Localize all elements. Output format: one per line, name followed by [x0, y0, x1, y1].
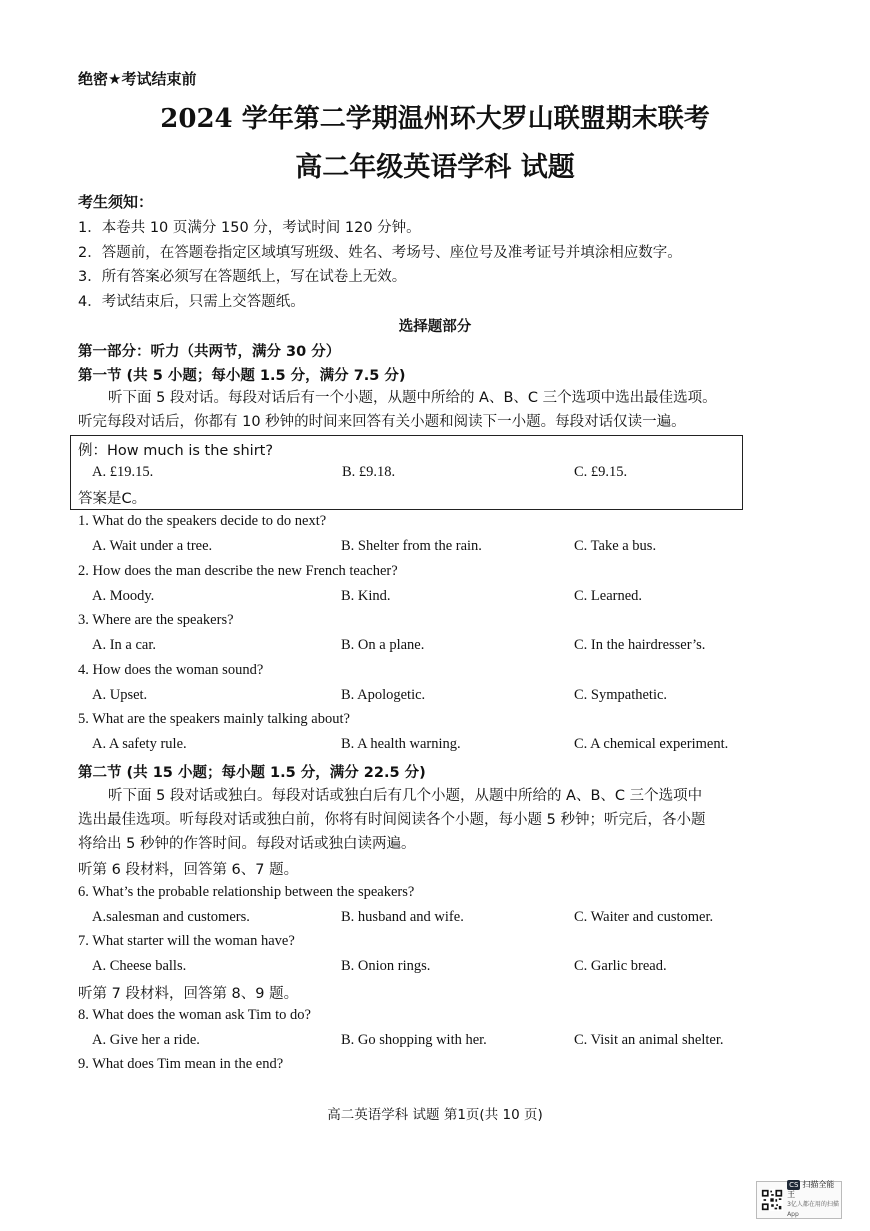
notice-heading: 考生须知：: [78, 193, 154, 211]
option-a: A.salesman and customers.: [92, 909, 250, 925]
scanner-name: 扫描全能王: [787, 1180, 835, 1199]
option-c: C. In the hairdresser’s.: [574, 637, 706, 653]
instruction-line: 听完每段对话后，你都有 10 秒钟的时间来回答有关小题和阅读下一小题。每段对话仅读一遍。: [78, 414, 686, 430]
question: 6. What’s the probable relationship between the speakers?: [78, 884, 415, 900]
option-b: B. Shelter from the rain.: [341, 538, 482, 554]
exam-title: 2024 学年第二学期温州环大罗山联盟期末联考: [160, 104, 710, 134]
section2-instructions: [78, 784, 798, 856]
option-c: C. Visit an animal shelter.: [574, 1032, 724, 1048]
option-a: A. A safety rule.: [92, 736, 187, 752]
option-a: A. Wait under a tree.: [92, 538, 213, 554]
section2-heading: 第二节 (共 15 小题；每小题 1.5 分，满分 22.5 分): [78, 765, 426, 781]
cs-logo: CS: [789, 1181, 799, 1189]
notice-item: 4．考试结束后，只需上交答题纸。: [78, 294, 305, 310]
instruction-line: 选出最佳选项。听每段对话或独白前，你将有时间阅读各个小题，每小题 5 秒钟；听完后，各小题: [78, 812, 706, 828]
section1-instructions: [78, 386, 798, 434]
option-a: A. Moody.: [92, 588, 155, 604]
option-b: B. Onion rings.: [341, 958, 431, 974]
page-footer: 高二英语学科 试题 第1页(共 10 页): [327, 1107, 543, 1123]
example-option-c: C. £9.15.: [574, 464, 628, 480]
question: 8. What does the woman ask Tim to do?: [78, 1007, 311, 1023]
scanner-tagline: 3亿人都在用的扫描App: [787, 1201, 839, 1218]
option-b: B. Kind.: [341, 588, 391, 604]
question: 2. How does the man describe the new French teacher?: [78, 563, 398, 579]
option-b: B. Apologetic.: [341, 687, 426, 703]
instruction-line: 将给出 5 秒钟的作答时间。每段对话或独白读两遍。: [78, 836, 416, 852]
option-a: A. Upset.: [92, 687, 148, 703]
option-c: C. Garlic bread.: [574, 958, 667, 974]
option-b: B. A health warning.: [341, 736, 461, 752]
material-label: 听第 6 段材料，回答第 6、7 题。: [78, 862, 299, 878]
instruction-line: 听下面 5 段对话或独白。每段对话或独白后有几个小题，从题中所给的 A、B、C 三个选项中: [108, 788, 703, 804]
question: 3. Where are the speakers?: [78, 612, 234, 628]
qr-code-icon: [761, 1187, 783, 1213]
notice-item: 1．本卷共 10 页满分 150 分，考试时间 120 分钟。: [78, 220, 421, 236]
option-a: A. Cheese balls.: [92, 958, 187, 974]
material-label: 听第 7 段材料，回答第 8、9 题。: [78, 986, 299, 1002]
confidential-label: 绝密★考试结束前: [78, 70, 197, 88]
option-c: C. Take a bus.: [574, 538, 657, 554]
part1-heading: 第一部分：听力（共两节，满分 30 分）: [78, 344, 341, 360]
option-c: C. Waiter and customer.: [574, 909, 714, 925]
example-question: 例：How much is the shirt?: [78, 443, 274, 459]
notice-item: 2．答题前，在答题卷指定区域填写班级、姓名、考场号、座位号及准考证号并填涂相应数字。: [78, 245, 682, 261]
option-c: C. A chemical experiment.: [574, 736, 729, 752]
option-a: A. Give her a ride.: [92, 1032, 200, 1048]
notice-item: 3．所有答案必须写在答题纸上，写在试卷上无效。: [78, 269, 407, 285]
option-c: C. Sympathetic.: [574, 687, 668, 703]
option-b: B. On a plane.: [341, 637, 425, 653]
question: 4. How does the woman sound?: [78, 662, 264, 678]
option-b: B. husband and wife.: [341, 909, 464, 925]
exam-subtitle: 高二年级英语学科 试题: [295, 152, 575, 183]
scanner-text: [787, 1180, 841, 1220]
question: 5. What are the speakers mainly talking about?: [78, 711, 350, 727]
example-answer: 答案是C。: [78, 491, 147, 507]
example-option-a: A. £19.15.: [92, 464, 154, 480]
option-b: B. Go shopping with her.: [341, 1032, 487, 1048]
question: 1. What do the speakers decide to do next?: [78, 513, 327, 529]
option-a: A. In a car.: [92, 637, 157, 653]
question: 7. What starter will the woman have?: [78, 933, 295, 949]
question: 9. What does Tim mean in the end?: [78, 1056, 284, 1072]
option-c: C. Learned.: [574, 588, 643, 604]
example-box: [70, 435, 743, 510]
example-option-b: B. £9.18.: [342, 464, 396, 480]
section1-heading: 第一节 (共 5 小题；每小题 1.5 分，满分 7.5 分): [78, 368, 406, 384]
instruction-line: 听下面 5 段对话。每段对话后有一个小题，从题中所给的 A、B、C 三个选项中选出最佳选项。: [108, 390, 717, 406]
scanner-watermark: [756, 1181, 842, 1219]
section-title: 选择题部分: [398, 319, 472, 335]
